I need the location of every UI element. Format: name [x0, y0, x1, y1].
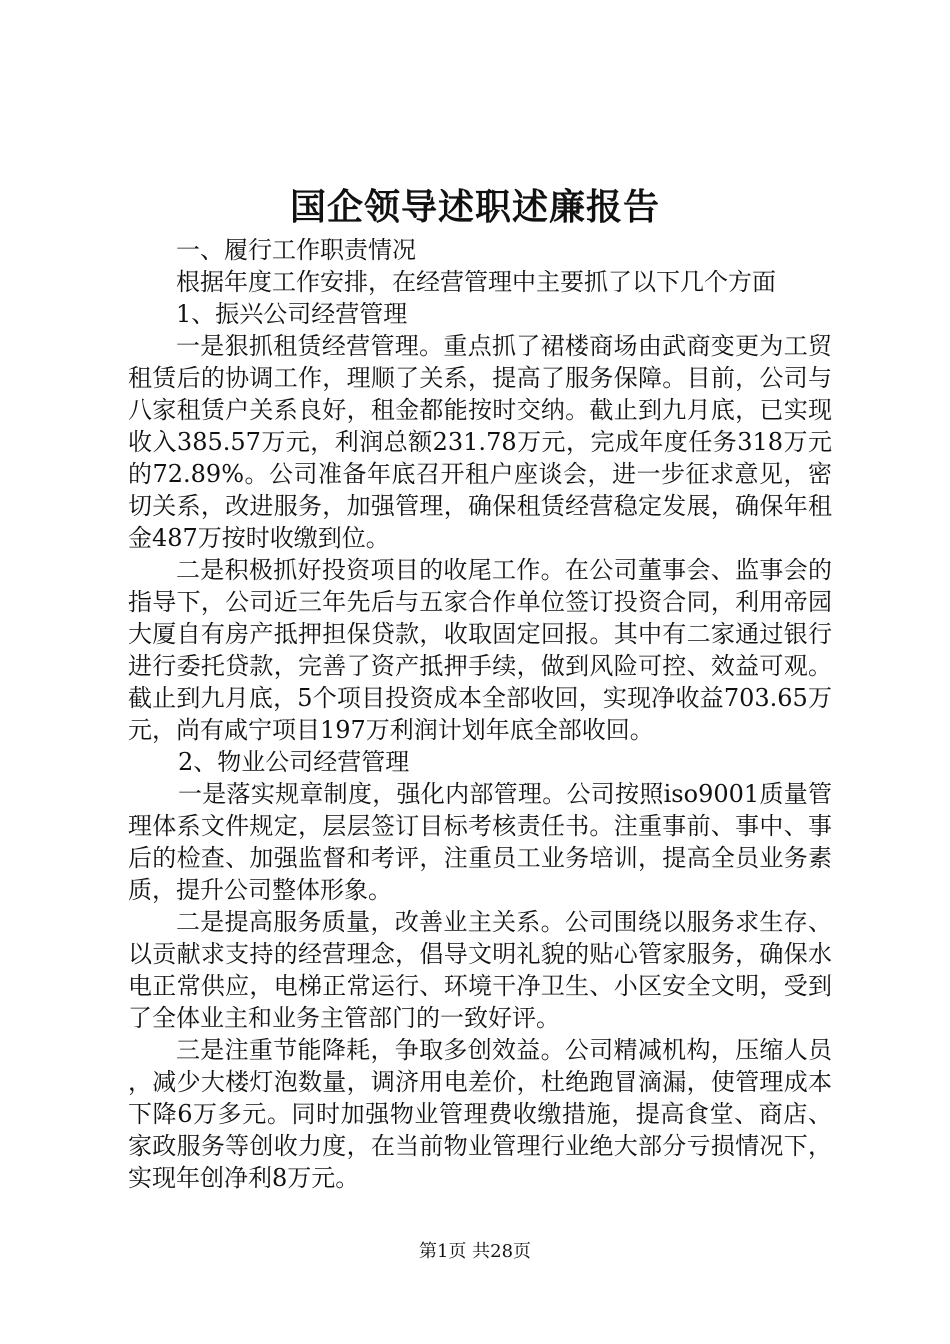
document-body	[128, 234, 832, 1194]
paragraph-leasing: 一是狠抓租赁经营管理。重点抓了裙楼商场由武商变更为工贸租赁后的协调工作，理顺了关系，提高了服务保障。目前，公司与八家租赁户关系良好，租金都能按时交纳。截止到九月底，已实现收入385.57万元，利润总额231.78万元，完成年度任务318万元的72.89%。公司准备年底召开租户座谈会，进一步征求意见，密切关系，改进服务，加强管理，确保租赁经营稳定发展，确保年租金487万按时收缴到位。	[128, 332, 832, 552]
section-heading-1: 一、履行工作职责情况	[176, 236, 416, 264]
page-number: 第1页 共28页	[418, 1241, 532, 1262]
paragraph-regulations: 一是落实规章制度，强化内部管理。公司按照iso9001质量管理体系文件规定，层层签订目标考核责任书。注重事前、事中、事后的检查、加强监督和考评，注重员工业务培训，提高全员业务素质，提升公司整体形象。	[128, 780, 832, 904]
document-title: 国企领导述职述廉报告	[289, 187, 660, 228]
paragraph-service: 二是提高服务质量，改善业主关系。公司围绕以服务求生存、以贡献求支持的经营理念，倡导文明礼貌的贴心管家服务，确保水电正常供应，电梯正常运行、环境干净卫生、小区安全文明，受到了全体业主和业务主管部门的一致好评。	[128, 908, 832, 1032]
paragraph-investment: 二是积极抓好投资项目的收尾工作。在公司董事会、监事会的指导下，公司近三年先后与五家合作单位签订投资合同，利用帝园大厦自有房产抵押担保贷款，收取固定回报。其中有二家通过银行进行委托贷款，完善了资产抵押手续，做到风险可控、效益可观。截止到九月底，5个项目投资成本全部收回，实现净收益703.65万元，尚有咸宁项目197万利润计划年底全部收回。	[128, 556, 832, 744]
subsection-heading-1: 1、振兴公司经营管理	[176, 300, 408, 328]
subsection-heading-2: 2、物业公司经营管理	[178, 748, 410, 776]
paragraph-energy: 三是注重节能降耗，争取多创效益。公司精减机构，压缩人员，减少大楼灯泡数量，调济用电差价，杜绝跑冒滴漏，使管理成本下降6万多元。同时加强物业管理费收缴措施，提高食堂、商店、家政服务等创收力度，在当前物业管理行业绝大部分亏损情况下，实现年创净利8万元。	[128, 1036, 832, 1192]
paragraph-intro: 根据年度工作安排，在经营管理中主要抓了以下几个方面	[176, 268, 776, 296]
